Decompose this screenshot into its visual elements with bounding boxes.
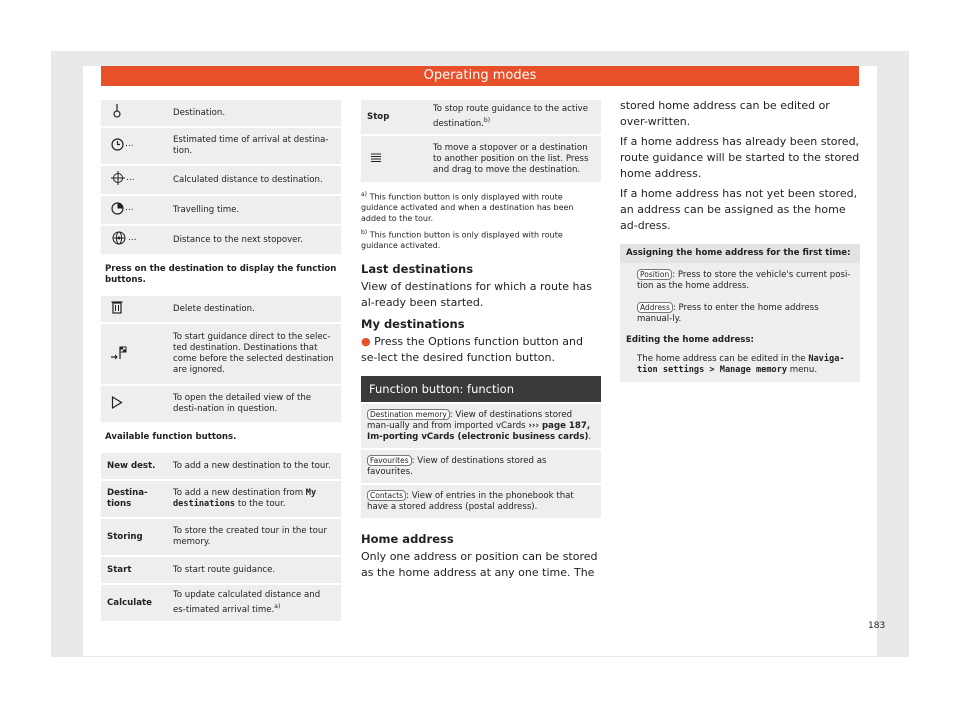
assign-heading: Assigning the home address for the first time: <box>620 244 860 263</box>
edit-row <box>620 350 860 382</box>
middle-column <box>361 98 601 585</box>
footnote-b <box>361 228 601 252</box>
favourites-button[interactable]: Favourites <box>367 455 412 466</box>
cell-text: to the tour. <box>235 499 286 509</box>
table-cell: Delete destination. <box>167 296 341 322</box>
section-banner: Operating modes <box>101 66 859 86</box>
play-triangle-icon <box>111 396 123 409</box>
icon-suffix: ... <box>125 138 134 149</box>
paragraph: If a home address has not yet been stored, an address can be assigned as the home ad-dress. <box>620 187 858 232</box>
row-text: menu. <box>787 365 818 375</box>
table-cell <box>427 100 601 134</box>
table-row <box>101 128 341 164</box>
function-button-header: Function button: function <box>361 376 601 402</box>
function-key: Stop <box>361 100 427 134</box>
address-button[interactable]: Address <box>637 302 673 313</box>
reorder-handle-icon <box>371 152 381 162</box>
clock-icon <box>111 138 134 151</box>
menu-name: My destinations <box>173 488 317 509</box>
table-cell: To store the created tour in the tour memory. <box>167 519 341 555</box>
icon-suffix: ... <box>128 232 137 243</box>
position-button[interactable]: Position <box>637 269 672 280</box>
crosshair-globe-icon <box>111 171 135 185</box>
table-cell <box>167 585 341 621</box>
table-cell: Travelling time. <box>167 196 341 224</box>
table-row <box>361 136 601 182</box>
function-row <box>361 404 601 448</box>
table-cell: Destination. <box>167 100 341 126</box>
row-text: : View of destinations stored as favourites. <box>367 455 547 477</box>
stop-table <box>361 98 601 184</box>
paragraph-text: Press the Options function button and se-lect the desired function button. <box>361 334 583 364</box>
assign-row <box>620 265 860 296</box>
footnote-text: This function button is only displayed with route guidance activated. <box>361 230 563 251</box>
menu-path: Naviga-tion settings > Manage memory <box>637 354 845 375</box>
table-row <box>101 226 341 254</box>
table-row <box>101 100 341 126</box>
paragraph: stored home address can be edited or over-written. <box>620 99 830 128</box>
function-key: Calculate <box>101 585 167 621</box>
left-column <box>101 98 341 623</box>
table-cell <box>167 481 341 517</box>
icon-suffix: ... <box>126 172 135 183</box>
row-text: : View of entries in the phonebook that have a stored address (postal address). <box>367 490 574 512</box>
table-row <box>101 519 341 555</box>
function-key: Start <box>101 557 167 583</box>
table-row <box>101 256 341 294</box>
table-row <box>101 585 341 621</box>
footnote-ref: a) <box>274 603 281 611</box>
footnote-mark: a) <box>361 191 368 198</box>
footnote-ref: b) <box>483 117 491 125</box>
available-heading: Available function buttons. <box>101 424 341 451</box>
table-cell: Distance to the next stopover. <box>167 226 341 254</box>
page-number: 183 <box>868 621 886 631</box>
footnote-a <box>361 190 601 224</box>
icon-suffix: ... <box>125 202 134 213</box>
paragraph: If a home address has already been stored, route guidance will be started to the stored home address. <box>620 135 860 180</box>
home-address-heading: Home address <box>361 531 454 546</box>
table-row <box>101 557 341 583</box>
table-row <box>101 166 341 194</box>
last-destinations-heading: Last destinations <box>361 261 474 276</box>
right-column <box>620 98 860 382</box>
destination-pin-icon <box>111 104 123 118</box>
my-destinations-text <box>361 334 601 366</box>
stopover-globe-icon <box>111 231 137 245</box>
table-row <box>101 453 341 479</box>
table-cell: Estimated time of arrival at destina-tion. <box>167 128 341 164</box>
destination-info-table <box>101 98 341 623</box>
my-destinations-heading: My destinations <box>361 316 465 331</box>
row-text: : Press to store the vehicle's current posi-tion as the home address. <box>637 270 851 291</box>
row-text: . <box>588 431 592 442</box>
function-row <box>361 485 601 518</box>
cell-text: To update calculated distance and es-timated arrival time. <box>173 590 321 615</box>
table-cell: To add a new destination to the tour. <box>167 453 341 479</box>
row-text: The home address can be edited in the <box>637 354 809 364</box>
table-row <box>361 100 601 134</box>
direct-route-flag-icon <box>111 344 127 360</box>
row-text: : View of destinations stored man-ually and from imported vCards <box>367 409 573 431</box>
table-row <box>101 424 341 451</box>
cell-text: To add a new destination from <box>173 488 306 498</box>
table-cell: To open the detailed view of the desti-nation in question. <box>167 386 341 422</box>
table-row <box>101 324 341 384</box>
table-cell: To start route guidance. <box>167 557 341 583</box>
footnote-text: This function button is only displayed with route guidance activated and when a destination has been added to the tour. <box>361 192 574 223</box>
cell-text: To stop route guidance to the active destination. <box>433 104 589 129</box>
table-row <box>101 481 341 517</box>
assign-row <box>620 298 860 329</box>
bullet-icon: ● <box>361 334 371 348</box>
table-cell: Calculated distance to destination. <box>167 166 341 194</box>
function-key: Storing <box>101 519 167 555</box>
press-heading: Press on the destination to display the function buttons. <box>101 256 341 294</box>
function-row <box>361 450 601 483</box>
table-row <box>101 386 341 422</box>
function-key: New dest. <box>101 453 167 479</box>
page-reference-link[interactable]: ››› page 187, Im-porting vCards (electronic business cards) <box>367 420 591 442</box>
contacts-button[interactable]: Contacts <box>367 490 406 501</box>
table-row <box>101 196 341 224</box>
table-row <box>101 296 341 322</box>
table-cell: To start guidance direct to the selec-ted destination. Destinations that come before the selected destination are ignored. <box>167 324 341 384</box>
edit-heading: Editing the home address: <box>626 335 754 345</box>
home-address-text: Only one address or position can be stored as the home address at any one time. The <box>361 549 598 579</box>
last-destinations-text: View of destinations for which a route has al-ready been started. <box>361 279 592 309</box>
trash-icon <box>111 300 123 314</box>
footnote-mark: b) <box>361 229 368 237</box>
table-cell: To move a stopover or a destination to another position on the list. Press and drag to move the destination. <box>427 136 601 182</box>
stopwatch-icon <box>111 202 134 215</box>
home-address-box <box>620 244 860 382</box>
destination-memory-button[interactable]: Destination memory <box>367 409 450 420</box>
row-text: : Press to enter the home address manual-ly. <box>637 303 819 324</box>
function-key: Destina-tions <box>101 481 167 517</box>
